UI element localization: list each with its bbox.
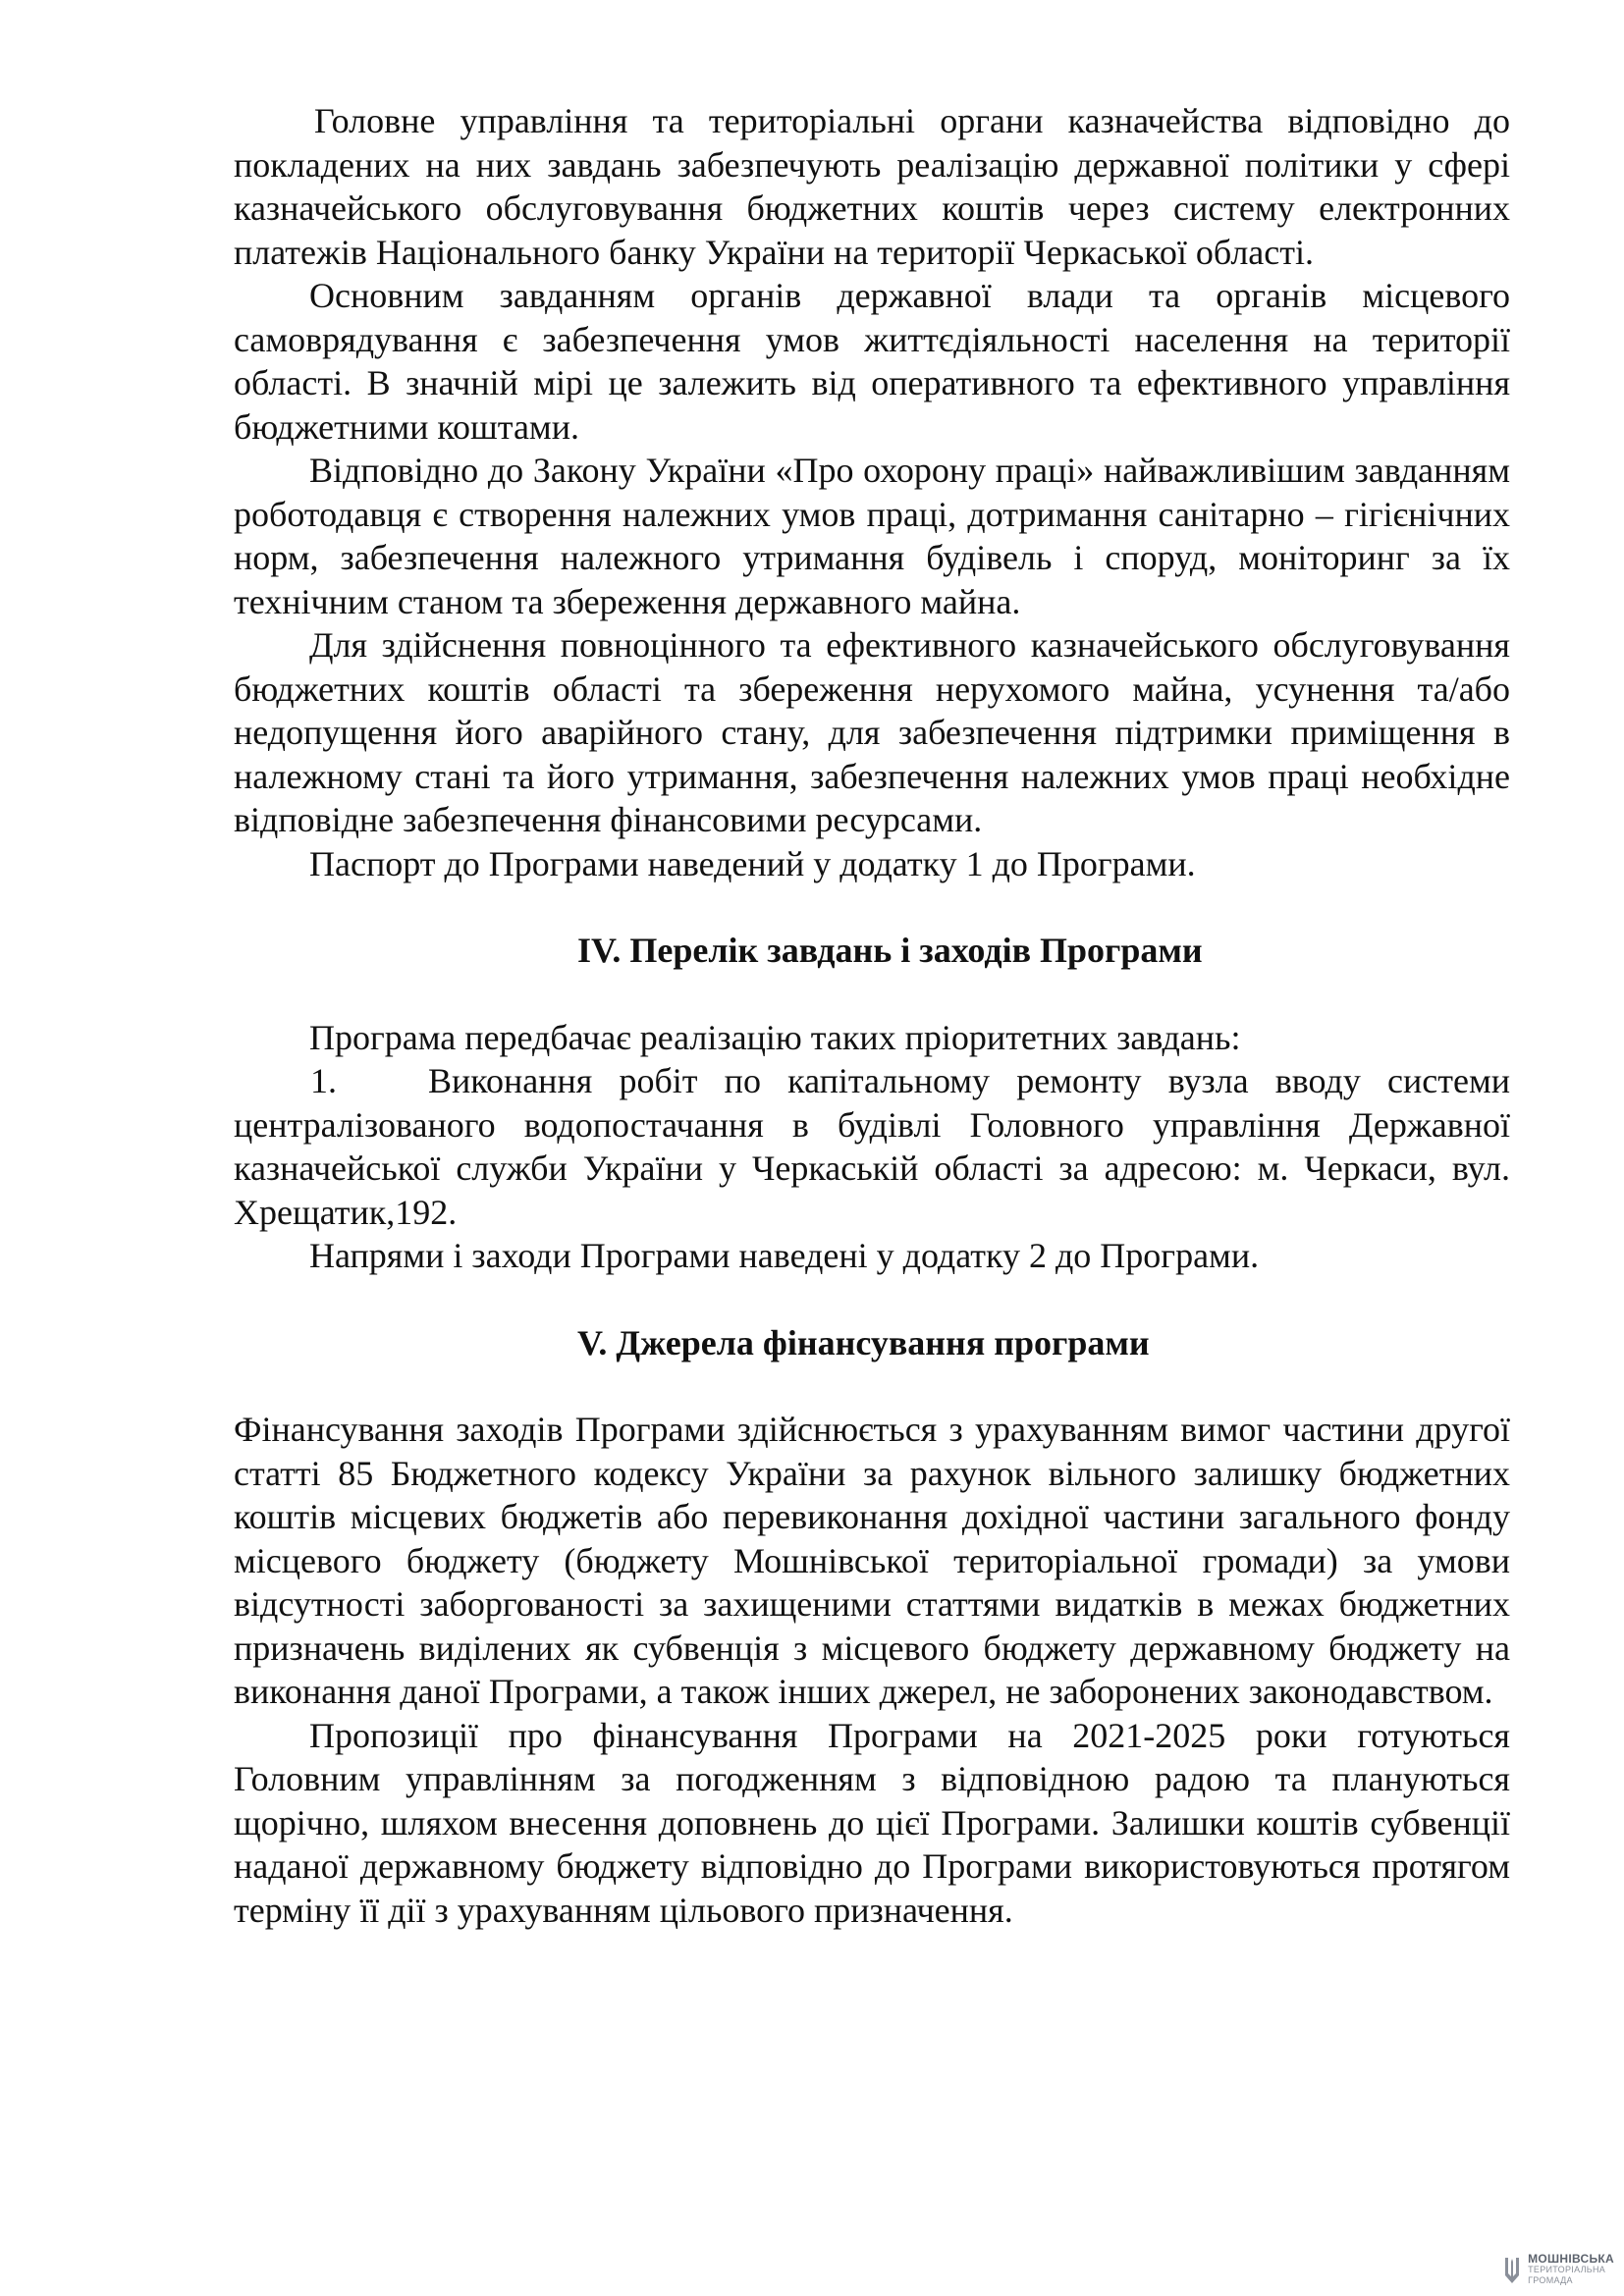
section-5-heading: V. Джерела фінансування програми <box>577 1322 1150 1362</box>
section-4-intro: Програма передбачає реалізацію таких пріоритетних завдань: <box>309 1017 1241 1057</box>
paragraph-labor-law: Відповідно до Закону України «Про охорону праці» найважливішим завданням роботодавця є створення належних умов праці, дотримання санітарно – гігієнічних норм, забезпечення належного утримання будівель і споруд, моніторинг за їх технічним станом та збереження державного майна. <box>234 451 1510 621</box>
paragraph-main-task: Основним завданням органів державної влади та органів місцевого самоврядування є забезпечення умов життєдіяльності населення на території області. В значній мірі це залежить від оперативного та ефективного управління бюджетними коштами. <box>234 276 1510 447</box>
paragraph-passport: Паспорт до Програми наведений у додатку 1 до Програми. <box>309 843 1196 883</box>
document-body <box>234 99 1510 1932</box>
section-5-paragraph-financing: Фінансування заходів Програми здійснюється з урахуванням вимог частини другої статті 85 Бюджетного кодексу України за рахунок вільного залишку бюджетних коштів місцевих бюджетів або перевиконання дохідної частини загального фонду місцевого бюджету (бюджету Мошнівської територіальної громади) за умови відсутності заборгованості за захищеними статтями видатків в межах бюджетних призначень виділених як субвенція з місцевого бюджету державному бюджету на виконання даної Програми, а також інших джерел, не заборонених законодавством. <box>234 1410 1510 1711</box>
section-5-paragraph-proposals: Пропозиції про фінансування Програми на 2021-2025 роки готуються Головним управлінням за погодженням з відповідною радою та плануються щорічно, шляхом внесення доповнень до цієї Програми. Залишки коштів субвенції наданої державному бюджету відповідно до Програми використовуються протягом терміну її дії з урахуванням цільового призначення. <box>234 1715 1510 1930</box>
watermark-line-2: ТЕРИТОРІАЛЬНА <box>1528 2265 1606 2274</box>
community-watermark <box>1502 2254 1614 2286</box>
watermark-line-1: МОШНІВСЬКА <box>1528 2252 1614 2266</box>
list-item-text: Виконання робіт по капітальному ремонту вузла вводу системи централізованого водопостачання в будівлі Головного управління Державної казначейської служби України у Черкаській області за адресою: м. Черкаси, вул. Хрещатик,192. <box>234 1061 1510 1232</box>
section-4-outro: Напрями і заходи Програми наведені у додатку 2 до Програми. <box>309 1236 1260 1275</box>
watermark-line-3: ГРОМАДА <box>1528 2275 1573 2285</box>
list-item <box>234 1059 1510 1234</box>
list-item-number: 1. <box>310 1061 337 1100</box>
paragraph-treasury-role: Головне управління та територіальні органи казначейства відповідно до покладених на них завдань забезпечують реалізацію державної політики у сфері казначейського обслуговування бюджетних коштів через систему електронних платежів Національного банку України на території Черкаської області. <box>234 101 1510 272</box>
trident-icon <box>1502 2256 1522 2285</box>
section-4-heading: IV. Перелік завдань і заходів Програми <box>577 931 1203 970</box>
paragraph-financing-need: Для здійснення повноцінного та ефективного казначейського обслуговування бюджетних коштів області та збереження нерухомого майна, усунення та/або недопущення його аварійного стану, для забезпечення підтримки приміщення в належному стані та його утримання, забезпечення належних умов праці необхідне відповідне забезпечення фінансовими ресурсами. <box>234 625 1510 839</box>
